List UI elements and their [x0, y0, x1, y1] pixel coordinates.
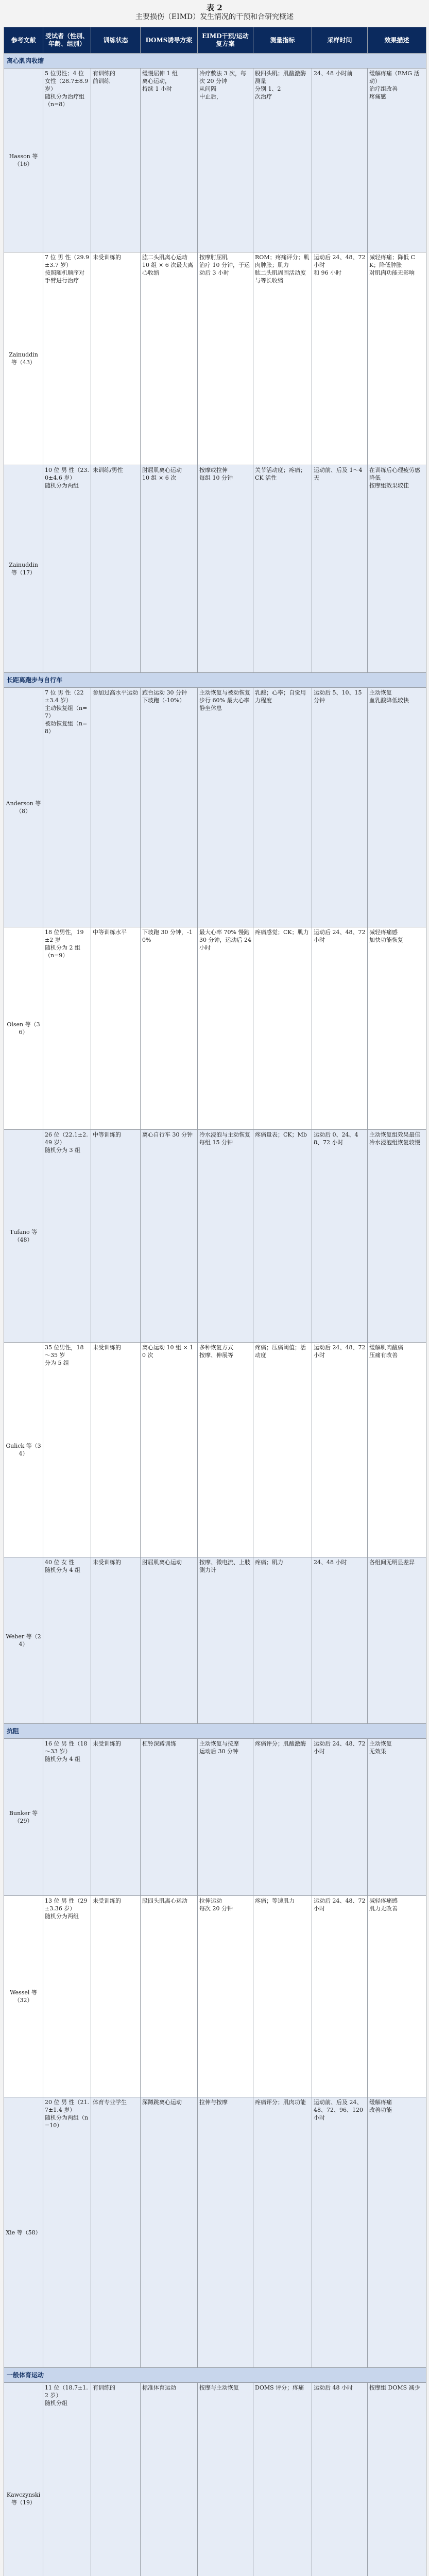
cell-line: 股四头肌离心运动	[142, 1897, 187, 1904]
cell-line: 改善功能	[369, 2107, 392, 2113]
column-header: 采样时间	[312, 27, 368, 54]
cell-line: 随机分为治疗组（n=8）	[45, 93, 84, 108]
cell-line: 7 位 男 性（22±3.4 岁）	[45, 689, 84, 704]
table-row	[4, 927, 426, 1130]
table-cell	[312, 69, 368, 252]
caption-title: 主要损伤（EIMD）发生情况的干预和合研究概述	[135, 13, 294, 21]
cell-line: 随机分为 2 组（n=9）	[45, 944, 80, 959]
reference-cell: Xie 等（58）	[4, 2097, 43, 2368]
table-row	[4, 1130, 426, 1343]
table-cell	[141, 927, 198, 1130]
table-cell	[43, 2097, 91, 2368]
cell-line: 主动恢复与按摩	[199, 1740, 239, 1747]
cell-line: 26 位（22.1±2.49 岁）	[45, 1131, 88, 1146]
table-cell	[368, 1130, 426, 1343]
table-cell	[198, 2097, 253, 2368]
cell-line: 对肌肉功能无影响	[369, 269, 415, 276]
table-cell	[253, 1739, 312, 1896]
table-cell	[253, 927, 312, 1130]
cell-line: 中止后，	[199, 93, 222, 100]
cell-line: 40 位 女 性	[45, 1559, 75, 1566]
cell-line: 10 组 × 6 次最大离心收缩	[142, 262, 194, 276]
cell-line: 减轻疼痛感	[369, 1897, 398, 1904]
table-cell	[43, 1130, 91, 1343]
table-cell	[91, 69, 141, 252]
cell-line: 被动恢复组（n=8）	[45, 720, 88, 735]
table-cell	[43, 69, 91, 252]
reference-cell: Bunker 等（29）	[4, 1739, 43, 1896]
reference-cell: Gulick 等（34）	[4, 1343, 43, 1557]
cell-line: 疼痛；肌力	[255, 1559, 283, 1566]
cell-line: ROM；疼痛评分；肌肉肿胀；肌力	[255, 254, 310, 268]
cell-line: 7 位 男 性（29.9±3.7 岁）	[45, 254, 89, 268]
cell-line: 按摩、伸展等	[199, 1352, 233, 1359]
cell-line: 运动后 24、48、72 小时	[314, 254, 366, 268]
table-cell	[91, 927, 141, 1130]
section-row	[4, 673, 426, 688]
table-cell	[141, 1739, 198, 1896]
table-cell	[312, 1896, 368, 2097]
cell-line: 治疗组改善	[369, 86, 398, 92]
table-cell	[198, 1896, 253, 2097]
cell-line: 深蹲跳离心运动	[142, 2099, 182, 2106]
cell-line: 运动后 0、24、48、72 小时	[314, 1131, 358, 1146]
cell-line: 缓解疼痛	[369, 2099, 392, 2106]
cell-line: 10 组 × 6 次	[142, 474, 177, 481]
table-cell	[198, 1557, 253, 1724]
reference-cell: Zainuddin 等（17）	[4, 465, 43, 673]
column-header: 测量指标	[253, 27, 312, 54]
table-row	[4, 252, 426, 465]
cell-line: 前训练	[93, 78, 110, 84]
cell-line: 标准体育运动	[142, 2384, 176, 2391]
cell-line: 随机分为两组	[45, 1913, 79, 1920]
cell-line: 减轻疼痛感	[369, 929, 398, 936]
cell-line: 运动后 24、48、72 小时	[314, 1344, 366, 1359]
reference-cell: Kawczynski 等（19）	[4, 2383, 43, 2576]
table-cell	[43, 927, 91, 1130]
table-cell	[253, 2383, 312, 2576]
table-cell	[198, 688, 253, 927]
section-row	[4, 1724, 426, 1739]
cell-line: 疼痛；等速肌力	[255, 1897, 295, 1904]
cell-line: 每组 10 分钟	[199, 474, 233, 481]
cell-line: 主动恢复组效果最佳	[369, 1131, 420, 1138]
cell-line: 有训练的	[93, 2384, 115, 2391]
cell-line: 治疗 10 分钟，于运动后 3 小时	[199, 262, 250, 276]
cell-line: 拉伸运动	[199, 1897, 222, 1904]
cell-line: 随机分为两组	[45, 482, 79, 489]
reference-cell: Wessel 等（32）	[4, 1896, 43, 2097]
table-cell	[253, 2097, 312, 2368]
cell-line: 18 位男性，19±2 岁	[45, 929, 84, 943]
table-cell	[198, 69, 253, 252]
table-cell	[368, 1896, 426, 2097]
cell-line: 股四头肌；肌酸激酶测量	[255, 70, 306, 84]
cell-line: 运动后 24、48、72 小时	[314, 1740, 366, 1755]
table-cell	[141, 2383, 198, 2576]
table-row	[4, 1557, 426, 1724]
column-header: 训练状态	[91, 27, 141, 54]
cell-line: 加快功能恢复	[369, 937, 403, 943]
cell-line: 疼痛感觉；CK；肌力	[255, 929, 309, 936]
column-header: 效果描述	[368, 27, 426, 54]
cell-line: 下坡跑 30 分钟，-10%	[142, 929, 193, 943]
table-cell	[141, 688, 198, 927]
cell-line: 体育专业学生	[93, 2099, 127, 2106]
cell-line: 5 位男性；4 位女性（28.7±8.9 岁）	[45, 70, 89, 92]
cell-line: 按摩、微电流、上肢测力计	[199, 1559, 250, 1573]
cell-line: 肌力无改善	[369, 1905, 398, 1912]
cell-line: 运动前、后及 1～4 天	[314, 467, 363, 481]
cell-line: 疼痛评分；肌酸激酶	[255, 1740, 306, 1747]
section-title: 抗阻	[4, 1724, 426, 1739]
table-cell	[368, 688, 426, 927]
cell-line: 分为 5 组	[45, 1360, 69, 1366]
table-cell	[43, 465, 91, 673]
table-cell	[43, 1896, 91, 2097]
table-body	[4, 54, 426, 2576]
table-cell	[91, 1130, 141, 1343]
cell-line: 步行 60% 最大心率	[199, 697, 250, 704]
table-cell	[91, 1896, 141, 2097]
table-cell	[43, 252, 91, 465]
cell-line: 主动恢复与被动恢复	[199, 689, 250, 696]
cell-line: DOMS 评分；疼痛	[255, 2384, 304, 2391]
table-cell	[198, 252, 253, 465]
cell-line: 缓慢屈伸 1 组	[142, 70, 178, 77]
cell-line: 按摩或拉伸	[199, 467, 228, 473]
cell-line: 杠铃深蹲训练	[142, 1740, 176, 1747]
reference-cell: Hasson 等（16）	[4, 69, 43, 252]
table-cell	[312, 2383, 368, 2576]
cell-line: 每次 20 分钟	[199, 1905, 233, 1912]
cell-line: 按照随机顺序对手臂进行治疗	[45, 269, 84, 284]
table-cell	[43, 1557, 91, 1724]
cell-line: 11 位（18.7±1.2 岁）	[45, 2384, 88, 2399]
column-header: 参考文献	[4, 27, 43, 54]
cell-line: 冷水浸泡与主动恢复	[199, 1131, 250, 1138]
table-cell	[198, 1739, 253, 1896]
section-title: 长距离跑步与自行车	[4, 673, 426, 688]
cell-line: 肘屈肌离心运动	[142, 1559, 182, 1566]
table-cell	[253, 252, 312, 465]
table-cell	[43, 688, 91, 927]
cell-line: 分别 1、2	[255, 86, 281, 92]
cell-line: 主动恢复组（n=7）	[45, 705, 88, 719]
table-cell	[198, 465, 253, 673]
cell-line: 从间隔	[199, 86, 216, 92]
table-cell	[253, 1896, 312, 2097]
table-header-row	[4, 27, 426, 54]
column-header: DOMS诱导方案	[141, 27, 198, 54]
table-cell	[91, 2097, 141, 2368]
table-cell	[312, 465, 368, 673]
table-cell	[141, 252, 198, 465]
table-cell	[312, 688, 368, 927]
table-cell	[253, 688, 312, 927]
cell-line: 血乳酸降低较快	[369, 697, 409, 704]
table-cell	[141, 1557, 198, 1724]
table-cell	[253, 465, 312, 673]
cell-line: 缓解肌肉酸痛	[369, 1344, 403, 1351]
table-cell	[253, 1130, 312, 1343]
table-cell	[368, 927, 426, 1130]
cell-line: 未受训练的	[93, 1559, 121, 1566]
cell-line: 按摩肘屈肌	[199, 254, 228, 261]
cell-line: 按摩组效果较佳	[369, 482, 409, 489]
cell-line: 关节活动度；疼痛；CK 活性	[255, 467, 306, 481]
section-title: 离心肌肉收缩	[4, 54, 426, 69]
table-cell	[312, 927, 368, 1130]
table-cell	[312, 1739, 368, 1896]
table-cell	[141, 69, 198, 252]
cell-line: 未受训练的	[93, 1740, 121, 1747]
table-row	[4, 1343, 426, 1557]
cell-line: 30 分钟，运动后 24 小时	[199, 937, 251, 951]
table-cell	[253, 69, 312, 252]
table-cell	[368, 252, 426, 465]
cell-line: 主动恢复	[369, 689, 392, 696]
cell-line: 疼痛；压痛阈值；活动度	[255, 1344, 306, 1359]
cell-line: 运动后 24、48、72 小时	[314, 1897, 366, 1912]
cell-line: 有训练的	[93, 70, 115, 77]
cell-line: 参加过高水平运动	[93, 689, 138, 696]
table-cell	[91, 1343, 141, 1557]
table-row	[4, 1896, 426, 2097]
cell-line: 主动恢复	[369, 1740, 392, 1747]
cell-line: 随机分为 3 组	[45, 1147, 80, 1154]
cell-line: 未受训练的	[93, 1897, 121, 1904]
reference-cell: Tufano 等（48）	[4, 1130, 43, 1343]
table-cell	[91, 688, 141, 927]
section-row	[4, 2368, 426, 2383]
cell-line: 持续 1 小时	[142, 86, 172, 92]
table-cell	[198, 1343, 253, 1557]
cell-line: 中等训练水平	[93, 929, 127, 936]
table-cell	[91, 252, 141, 465]
cell-line: 最大心率 70% 慢跑	[199, 929, 250, 936]
cell-line: 下坡跑（-10%）	[142, 697, 185, 704]
cell-line: 疼痛感	[369, 93, 386, 100]
cell-line: 疼痛评分；肌肉功能	[255, 2099, 306, 2106]
table-row	[4, 2097, 426, 2368]
table-cell	[368, 1343, 426, 1557]
cell-line: 未受训练的	[93, 1344, 121, 1351]
table-cell	[312, 1343, 368, 1557]
table-row	[4, 69, 426, 252]
reference-cell: Weber 等（24）	[4, 1557, 43, 1724]
cell-line: 跑台运动 30 分钟	[142, 689, 187, 696]
table-cell	[141, 1896, 198, 2097]
table-row	[4, 688, 426, 927]
cell-line: 运动前、后及 24、48、72、96、120 小时	[314, 2099, 363, 2121]
column-header: EIMD干预/运动复方案	[198, 27, 253, 54]
table-row	[4, 465, 426, 673]
cell-line: 未受训练的	[93, 254, 121, 261]
cell-line: 随机分为 4 组	[45, 1756, 80, 1762]
cell-line: 拉伸与按摩	[199, 2099, 228, 2106]
cell-line: 肘屈肌离心运动	[142, 467, 182, 473]
table-cell	[141, 465, 198, 673]
table-cell	[198, 2383, 253, 2576]
reference-cell: Olsen 等（36）	[4, 927, 43, 1130]
table-cell	[368, 69, 426, 252]
table-cell	[43, 1739, 91, 1896]
cell-line: 肱二头肌周围活动度与等长收缩	[255, 269, 306, 284]
table-cell	[91, 465, 141, 673]
cell-line: 10 位 男 性（23.0±4.6 岁）	[45, 467, 89, 481]
cell-line: 24、48 小时	[314, 1559, 347, 1566]
table-cell	[312, 1557, 368, 1724]
cell-line: 在训练后心理疲劳感降低	[369, 467, 420, 481]
table-cell	[198, 1130, 253, 1343]
cell-line: 24、48 小时前	[314, 70, 353, 77]
cell-line: 压痛有改善	[369, 1352, 398, 1359]
table-row	[4, 2383, 426, 2576]
table-cell	[141, 1130, 198, 1343]
caption-number: 表 2	[207, 3, 222, 12]
cell-line: 次治疗	[255, 93, 272, 100]
cell-line: 冷水浸泡组恢复较慢	[369, 1139, 420, 1146]
table-cell	[141, 2097, 198, 2368]
column-header: 受试者（性别、年龄、组别）	[43, 27, 91, 54]
cell-line: 冷疗敷法 3 次，每次 20 分钟	[199, 70, 246, 84]
cell-line: 随机分为两组（n=10）	[45, 2114, 89, 2129]
table-cell	[253, 1557, 312, 1724]
cell-line: 按摩与主动恢复	[199, 2384, 239, 2391]
cell-line: 运动后 48 小时	[314, 2384, 353, 2391]
table-cell	[312, 252, 368, 465]
table-cell	[368, 1739, 426, 1896]
cell-line: 多种恢复方式	[199, 1344, 233, 1351]
cell-line: 减轻疼痛；降低 CK；降低肿胀	[369, 254, 415, 268]
cell-line: 运动后 5、10、15 分钟	[314, 689, 362, 704]
reference-cell: Zainuddin 等（43）	[4, 252, 43, 465]
table-cell	[368, 465, 426, 673]
table-cell	[91, 1557, 141, 1724]
cell-line: 运动后 30 分钟	[199, 1748, 238, 1755]
table-caption	[0, 0, 429, 27]
cell-line: 离心运动，	[142, 78, 170, 84]
cell-line: 随机分为 4 组	[45, 1567, 80, 1573]
cell-line: 离心运动 10 组 × 10 次	[142, 1344, 194, 1359]
cell-line: 中等训练的	[93, 1131, 121, 1138]
table-cell	[312, 2097, 368, 2368]
cell-line: 疼痛量表；CK；Mb	[255, 1131, 307, 1138]
cell-line: 和 96 小时	[314, 269, 341, 276]
table-cell	[43, 2383, 91, 2576]
section-title: 一般体育运动	[4, 2368, 426, 2383]
table-cell	[368, 2383, 426, 2576]
table-cell	[312, 1130, 368, 1343]
cell-line: 肱二头肌离心运动	[142, 254, 187, 261]
table-cell	[198, 927, 253, 1130]
cell-line: 乳酸；心率；自觉用力程度	[255, 689, 306, 704]
cell-line: 每组 15 分钟	[199, 1139, 233, 1146]
cell-line: 未训练/男性	[93, 467, 123, 473]
table-row	[4, 1739, 426, 1896]
cell-line: 随机分组	[45, 2400, 67, 2406]
cell-line: 13 位 男 性（29±3.36 岁）	[45, 1897, 88, 1912]
cell-line: 无效果	[369, 1748, 386, 1755]
table-cell	[91, 1739, 141, 1896]
cell-line: 运动后 24、48、72 小时	[314, 929, 366, 943]
section-row	[4, 54, 426, 69]
cell-line: 16 位 男 性（18～33 岁）	[45, 1740, 88, 1755]
study-table	[4, 27, 426, 2576]
table-cell	[253, 1343, 312, 1557]
cell-line: 静坐休息	[199, 705, 222, 711]
table-cell	[368, 1557, 426, 1724]
cell-line: 20 位 男 性（21.7±1.4 岁）	[45, 2099, 89, 2113]
table-cell	[43, 1343, 91, 1557]
cell-line: 离心自行车 30 分钟	[142, 1131, 193, 1138]
cell-line: 35 位男性，18～35 岁	[45, 1344, 84, 1359]
cell-line: 各组间无明显差异	[369, 1559, 415, 1566]
reference-cell: Anderson 等（8）	[4, 688, 43, 927]
cell-line: 按摩组 DOMS 减少	[369, 2384, 420, 2391]
table-cell	[91, 2383, 141, 2576]
table-cell	[368, 2097, 426, 2368]
table-cell	[141, 1343, 198, 1557]
cell-line: 缓解疼痛（EMG 活动）	[369, 70, 420, 84]
